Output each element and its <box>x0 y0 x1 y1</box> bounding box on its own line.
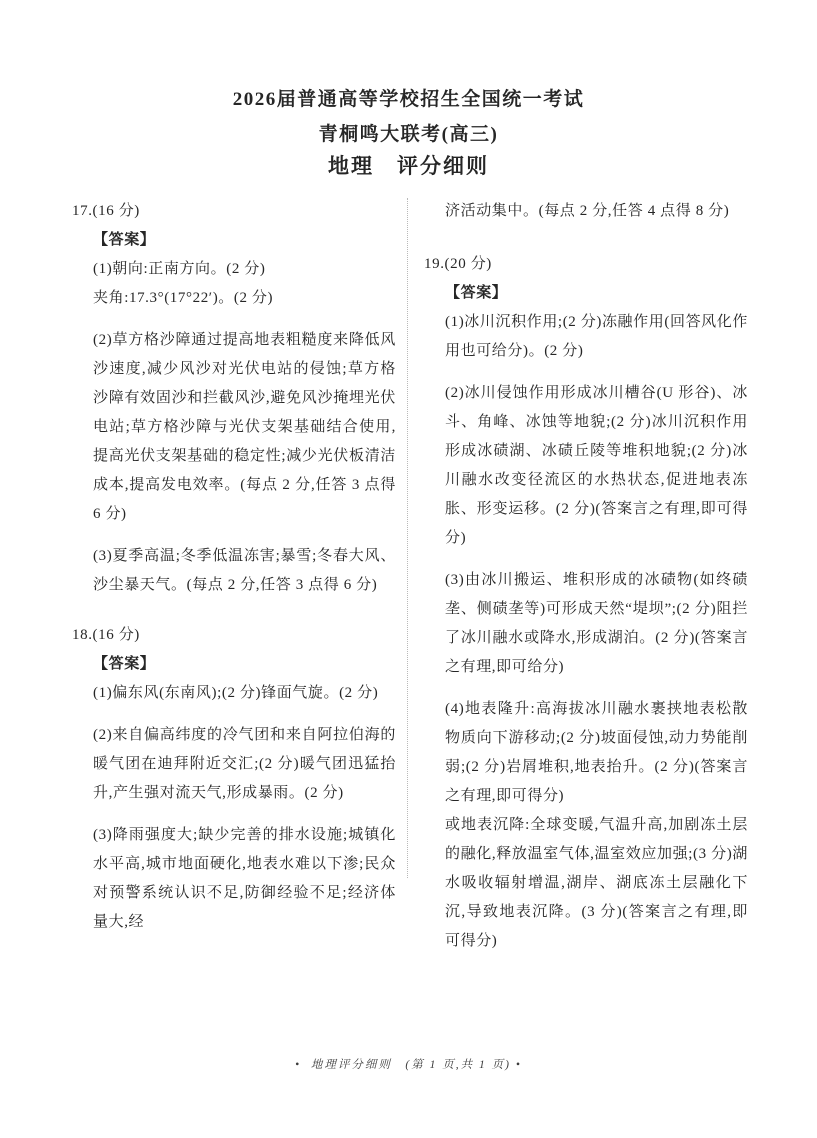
answer-paragraph: (3)由冰川搬运、堆积形成的冰碛物(如终碛垄、侧碛垄等)可形成天然“堤坝”;(2 分)阻拦了冰川融水或降水,形成湖泊。(2 分)(答案言之有理,即可给分) <box>445 572 748 675</box>
answer-paragraph: 夹角:17.3°(17°22′)。(2 分) <box>93 290 274 306</box>
question-18-number: 18.(16 分) <box>72 627 140 643</box>
exam-title: 2026届普通高等学校招生全国统一考试 <box>232 89 585 110</box>
answer-paragraph: (2)草方格沙障通过提高地表粗糙度来降低风沙速度,减少风沙对光伏电站的侵蚀;草方格沙障有效固沙和拦截风沙,避免风沙掩埋光伏电站;草方格沙障与光伏支架基础结合使用,提高光伏支架基础的稳定性;减少光伏板清洁成本,提高发电效率。(每点 2 分,任答 3 点得 6 分) <box>93 332 396 522</box>
answer-paragraph: (3)降雨强度大;缺少完善的排水设施;城镇化水平高,城市地面硬化,地表水难以下渗;民众对预警系统认识不足,防御经验不足;经济体量大,经 <box>93 827 396 930</box>
question-17-number: 17.(16 分) <box>72 203 140 219</box>
answer-paragraph: (2)来自偏高纬度的冷气团和来自阿拉伯海的暖气团在迪拜附近交汇;(2 分)暖气团迅猛抬升,产生强对流天气,形成暴雨。(2 分) <box>93 727 396 801</box>
subject-heading: 地理 评分细则 <box>328 155 489 178</box>
right-column <box>424 197 748 956</box>
answer-paragraph: (2)冰川侵蚀作用形成冰川槽谷(U 形谷)、冰斗、角峰、冰蚀等地貌;(2 分)冰川沉积作用形成冰碛湖、冰碛丘陵等堆积地貌;(2 分)冰川融水改变径流区的水热状态,促进地表冻胀、形变运移。(2 分)(答案言之有理,即可得分) <box>445 385 748 546</box>
two-column-body <box>72 197 748 956</box>
page-footer: • 地理评分细则 (第 1 页,共 1 页) • <box>295 1059 522 1071</box>
answer-label: 【答案】 <box>93 232 156 248</box>
question-19-answer <box>445 279 748 956</box>
column-divider <box>407 198 408 878</box>
exam-subtitle: 青桐鸣大联考(高三) <box>318 124 499 145</box>
question-19-number: 19.(20 分) <box>424 256 492 272</box>
question-17-answer <box>93 226 396 600</box>
answer-paragraph: (1)冰川沉积作用;(2 分)冻融作用(回答风化作用也可给分)。(2 分) <box>445 314 748 359</box>
left-column <box>72 197 396 937</box>
question-18-continuation: 济活动集中。(每点 2 分,任答 4 点得 8 分) <box>445 203 730 219</box>
question-18-answer <box>93 650 396 937</box>
answer-paragraph: (4)地表隆升:高海拔冰川融水裹挟地表松散物质向下游移动;(2 分)坡面侵蚀,动力势能削弱;(2 分)岩屑堆积,地表抬升。(2 分)(答案言之有理,即可得分) <box>445 701 748 804</box>
answer-label: 【答案】 <box>445 285 508 301</box>
answer-paragraph: (1)偏东风(东南风);(2 分)锋面气旋。(2 分) <box>93 685 379 701</box>
answer-paragraph: (1)朝向:正南方向。(2 分) <box>93 261 266 277</box>
answer-paragraph: (3)夏季高温;冬季低温冻害;暴雪;冬春大风、沙尘暴天气。(每点 2 分,任答 3 点得 6 分) <box>93 548 396 593</box>
answer-paragraph: 或地表沉降:全球变暖,气温升高,加剧冻土层的融化,释放温室气体,温室效应加强;(3 分)湖水吸收辐射增温,湖岸、湖底冻土层融化下沉,导致地表沉降。(3 分)(答案言之有理,即可得分) <box>445 817 748 949</box>
answer-label: 【答案】 <box>93 656 156 672</box>
